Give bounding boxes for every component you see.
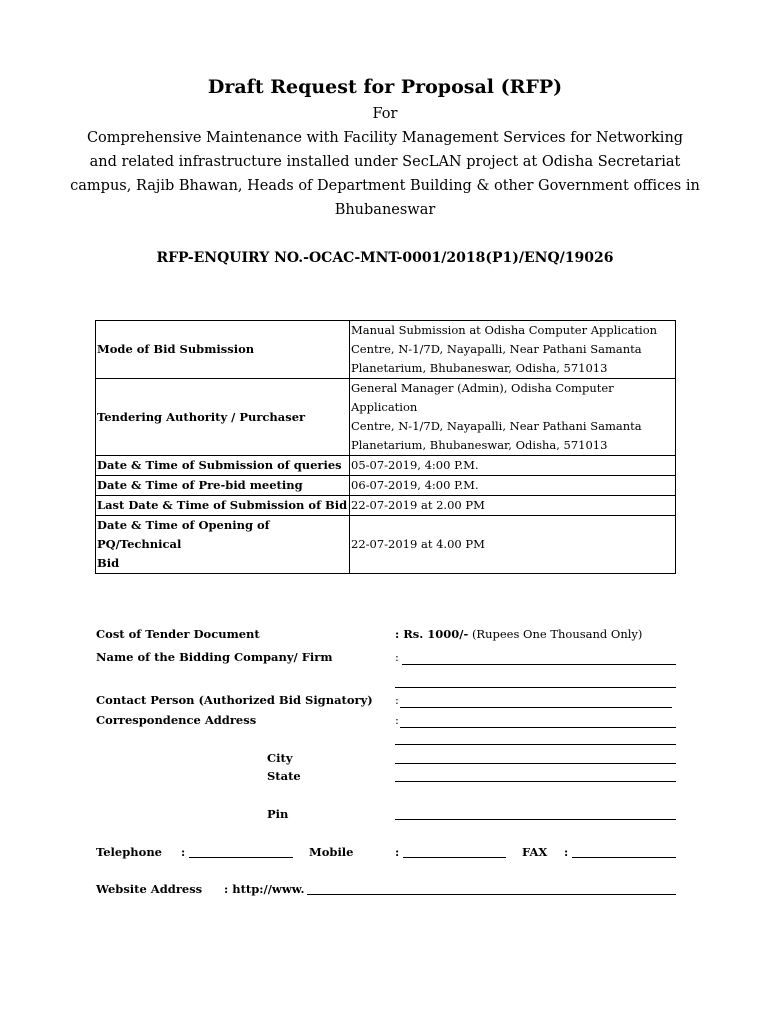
correspondence-address-label: Correspondence Address: [96, 713, 257, 727]
table-label: [96, 516, 350, 574]
description-line-2: and related infrastructure installed under SecLAN project at Odisha Secretariat: [89, 154, 681, 170]
value-line: Manual Submission at Odisha Computer Application: [351, 323, 658, 337]
cost-value: [395, 627, 642, 641]
value-line: Planetarium, Bhubaneswar, Odisha, 571013: [351, 438, 608, 452]
address-field[interactable]: [400, 727, 676, 728]
rfp-number: RFP-ENQUIRY NO.-OCAC-MNT-0001/2018(P1)/ENQ/19026: [156, 250, 614, 266]
colon: :: [395, 713, 399, 727]
state-field[interactable]: [395, 781, 676, 782]
bidder-name-field[interactable]: [402, 664, 676, 665]
for-label: For: [372, 106, 398, 122]
table-row: [96, 321, 676, 379]
table-value: [350, 379, 676, 456]
value-line: Centre, N-1/7D, Nayapalli, Near Pathani Samanta: [351, 419, 642, 433]
label-line: Date & Time of Opening of PQ/Technical: [97, 518, 270, 551]
city-field[interactable]: [395, 763, 676, 764]
value-line: General Manager (Admin), Odisha Computer Application: [351, 381, 614, 414]
table-value: 05-07-2019, 4:00 P.M.: [350, 456, 676, 476]
table-value: [350, 321, 676, 379]
city-label: City: [267, 751, 293, 765]
bidder-name-label: Name of the Bidding Company/ Firm: [96, 650, 333, 664]
fax-field[interactable]: [572, 857, 676, 858]
bid-info-table: [95, 320, 676, 574]
colon: :: [564, 845, 569, 859]
colon: :: [395, 650, 399, 664]
value-line: Centre, N-1/7D, Nayapalli, Near Pathani Samanta: [351, 342, 642, 356]
colon: :: [181, 845, 186, 859]
table-label: Date & Time of Pre-bid meeting: [96, 476, 350, 496]
contact-person-label: Contact Person (Authorized Bid Signatory): [96, 693, 373, 707]
cost-label: Cost of Tender Document: [96, 627, 260, 641]
cost-words: (Rupees One Thousand Only): [471, 627, 643, 641]
fax-label: FAX: [522, 845, 548, 859]
telephone-field[interactable]: [189, 857, 293, 858]
table-value: 06-07-2019, 4:00 P.M.: [350, 476, 676, 496]
table-label: Mode of Bid Submission: [96, 321, 350, 379]
cost-amount: : Rs. 1000/-: [395, 627, 469, 641]
table-row: [96, 476, 676, 496]
contact-person-field[interactable]: [400, 707, 672, 708]
pin-label: Pin: [267, 807, 289, 821]
bidder-name-field-2[interactable]: [395, 687, 676, 688]
website-prefix: : http://www.: [224, 882, 305, 896]
address-field-2[interactable]: [395, 744, 676, 745]
table-label: Date & Time of Submission of queries: [96, 456, 350, 476]
mobile-label: Mobile: [309, 845, 354, 859]
description-line-4: Bhubaneswar: [334, 202, 436, 218]
telephone-label: Telephone: [96, 845, 162, 859]
website-label: Website Address: [96, 882, 203, 896]
table-label: Last Date & Time of Submission of Bid: [96, 496, 350, 516]
state-label: State: [267, 769, 301, 783]
table-row: [96, 456, 676, 476]
table-row: [96, 516, 676, 574]
document-title: Draft Request for Proposal (RFP): [207, 76, 563, 98]
pin-field[interactable]: [395, 819, 676, 820]
label-line: Bid: [97, 556, 120, 570]
table-value: 22-07-2019 at 2.00 PM: [350, 496, 676, 516]
website-field[interactable]: [307, 894, 676, 895]
table-label: Tendering Authority / Purchaser: [96, 379, 350, 456]
description-line-3: campus, Rajib Bhawan, Heads of Department Building & other Government offices in: [70, 178, 700, 194]
mobile-field[interactable]: [403, 857, 506, 858]
colon: :: [395, 693, 399, 707]
colon: :: [395, 845, 400, 859]
table-value: 22-07-2019 at 4.00 PM: [350, 516, 676, 574]
table-row: [96, 496, 676, 516]
description-line-1: Comprehensive Maintenance with Facility Management Services for Networking: [86, 130, 684, 146]
table-row: [96, 379, 676, 456]
value-line: Planetarium, Bhubaneswar, Odisha, 571013: [351, 361, 608, 375]
